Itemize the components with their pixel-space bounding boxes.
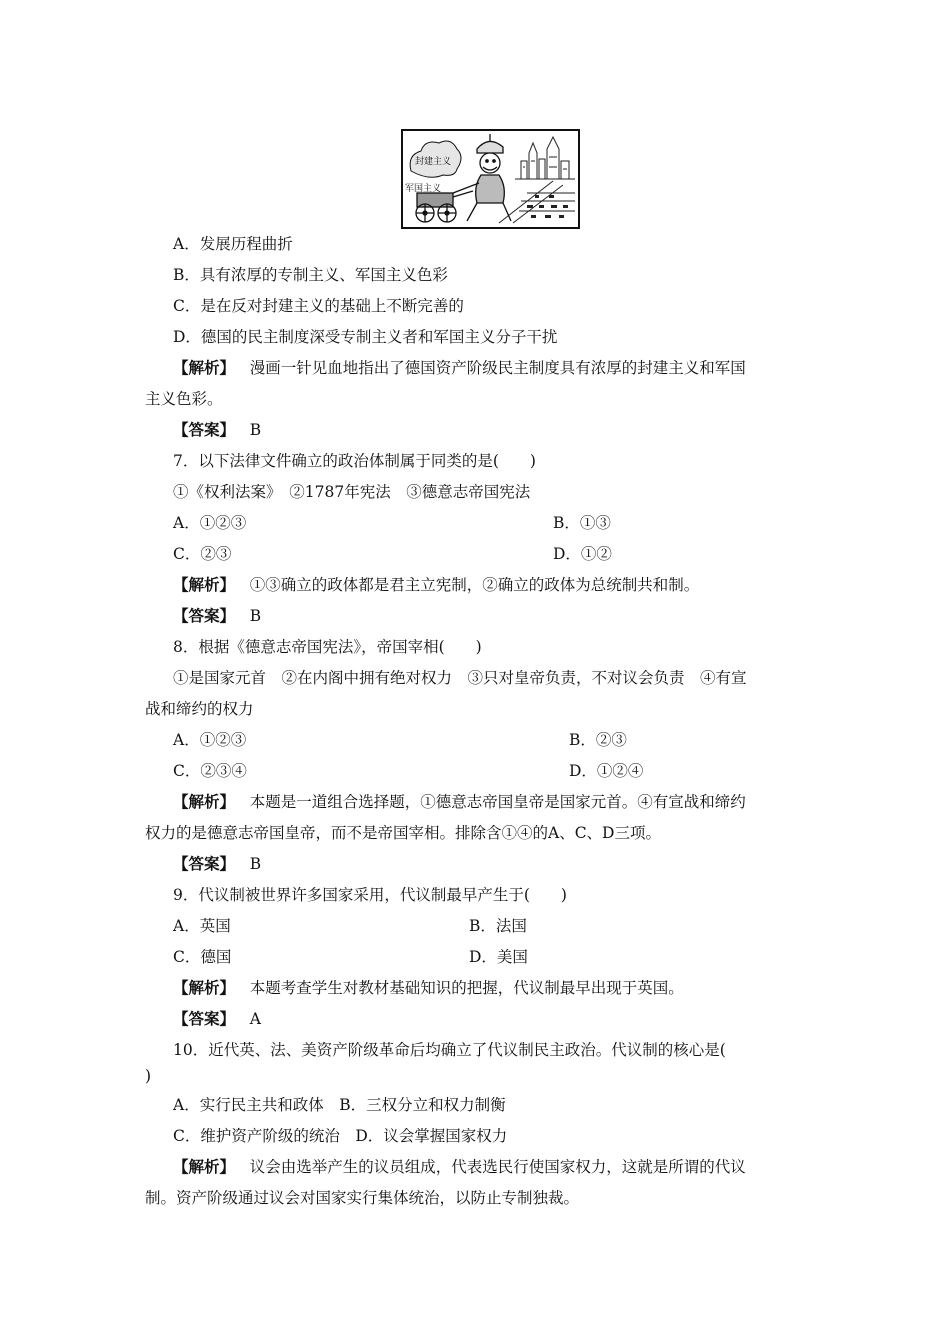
q10-options-cd: C．维护资产阶级的统治 D．议会掌握国家权力	[173, 1127, 508, 1145]
q8-option-d: D．①②④	[569, 762, 644, 780]
answer-value: B	[249, 607, 262, 625]
q7-stem: 7．以下法律文件确立的政治体制属于同类的是( )	[173, 452, 536, 470]
q6-analysis-cont: 主义色彩。	[145, 390, 223, 408]
q10-analysis	[173, 1157, 746, 1177]
q9-answer	[173, 1009, 261, 1029]
q6-analysis	[173, 358, 746, 378]
analysis-text: ①③确立的政体都是君主立宪制，②确立的政体为总统制共和制。	[249, 576, 700, 594]
q9-stem: 9．代议制被世界许多国家采用，代议制最早产生于( )	[173, 886, 567, 904]
cartoon-illustration	[401, 129, 580, 229]
q8-option-c: C．②③④	[173, 762, 247, 780]
q9-option-c: C．德国	[173, 948, 232, 966]
answer-tag: 【答案】	[173, 854, 236, 873]
analysis-tag: 【解析】	[173, 575, 236, 594]
analysis-text: 本题考查学生对教材基础知识的把握，代议制最早出现于英国。	[249, 979, 684, 997]
answer-tag: 【答案】	[173, 1009, 236, 1028]
q8-stem: 8．根据《德意志帝国宪法》，帝国宰相( )	[173, 638, 482, 656]
answer-value: A	[249, 1010, 261, 1028]
answer-tag: 【答案】	[173, 420, 236, 439]
analysis-text: 漫画一针见血地指出了德国资产阶级民主制度具有浓厚的封建主义和军国	[249, 359, 746, 377]
analysis-text: 本题是一道组合选择题，①德意志帝国皇帝是国家元首。④有宣战和缔约	[249, 793, 746, 811]
q9-option-b: B．法国	[469, 917, 527, 935]
answer-tag: 【答案】	[173, 606, 236, 625]
q6-answer	[173, 420, 261, 440]
analysis-tag: 【解析】	[173, 358, 236, 377]
analysis-text: 议会由选举产生的议员组成，代表选民行使国家权力，这就是所谓的代议	[249, 1158, 746, 1176]
q8-option-b: B．②③	[569, 731, 627, 749]
q7-option-d: D．①②	[553, 545, 612, 563]
q7-option-b: B．①③	[553, 514, 611, 532]
q6-option-d: D．德国的民主制度深受专制主义者和军国主义分子干扰	[173, 328, 558, 346]
answer-value: B	[249, 855, 262, 873]
label-militarism: 军国主义	[405, 184, 442, 194]
q7-option-a: A．①②③	[173, 514, 247, 532]
q10-options-ab: A．实行民主共和政体 B．三权分立和权力制衡	[173, 1096, 506, 1114]
palace-drawing	[515, 137, 575, 179]
answer-value: B	[249, 421, 262, 439]
q8-items-cont: 战和缔约的权力	[145, 700, 254, 718]
q6-option-c: C．是在反对封建主义的基础上不断完善的	[173, 297, 464, 315]
q8-answer	[173, 854, 261, 874]
q9-option-a: A．英国	[173, 917, 231, 935]
q8-option-a: A．①②③	[173, 731, 247, 749]
q10-analysis-cont: 制。资产阶级通过议会对国家实行集体统治，以防止专制独裁。	[145, 1189, 580, 1207]
analysis-tag: 【解析】	[173, 792, 236, 811]
q8-analysis-cont: 权力的是德意志帝国皇帝，而不是帝国宰相。排除含①④的A、C、D三项。	[145, 824, 661, 842]
q6-option-a: A．发展历程曲折	[173, 235, 293, 253]
q10-stem: 10．近代英、法、美资产阶级革命后均确立了代议制民主政治。代议制的核心是(	[173, 1041, 726, 1059]
analysis-tag: 【解析】	[173, 978, 236, 997]
analysis-tag: 【解析】	[173, 1157, 236, 1176]
q7-items: ①《权利法案》 ②1787年宪法 ③德意志帝国宪法	[173, 483, 531, 501]
q8-items: ①是国家元首 ②在内阁中拥有绝对权力 ③只对皇帝负责，不对议会负责 ④有宣	[173, 669, 747, 687]
cart-drawing	[416, 191, 473, 222]
q7-option-c: C．②③	[173, 545, 232, 563]
q10-stem-cont: )	[145, 1067, 152, 1085]
q9-option-d: D．美国	[469, 948, 528, 966]
label-feudalism: 封建主义	[415, 157, 452, 167]
q9-analysis	[173, 978, 684, 998]
q6-option-b: B．具有浓厚的专制主义、军国主义色彩	[173, 266, 448, 284]
soldier-drawing	[453, 134, 511, 221]
q8-analysis	[173, 792, 746, 812]
q7-analysis	[173, 575, 699, 595]
q7-answer	[173, 606, 261, 626]
